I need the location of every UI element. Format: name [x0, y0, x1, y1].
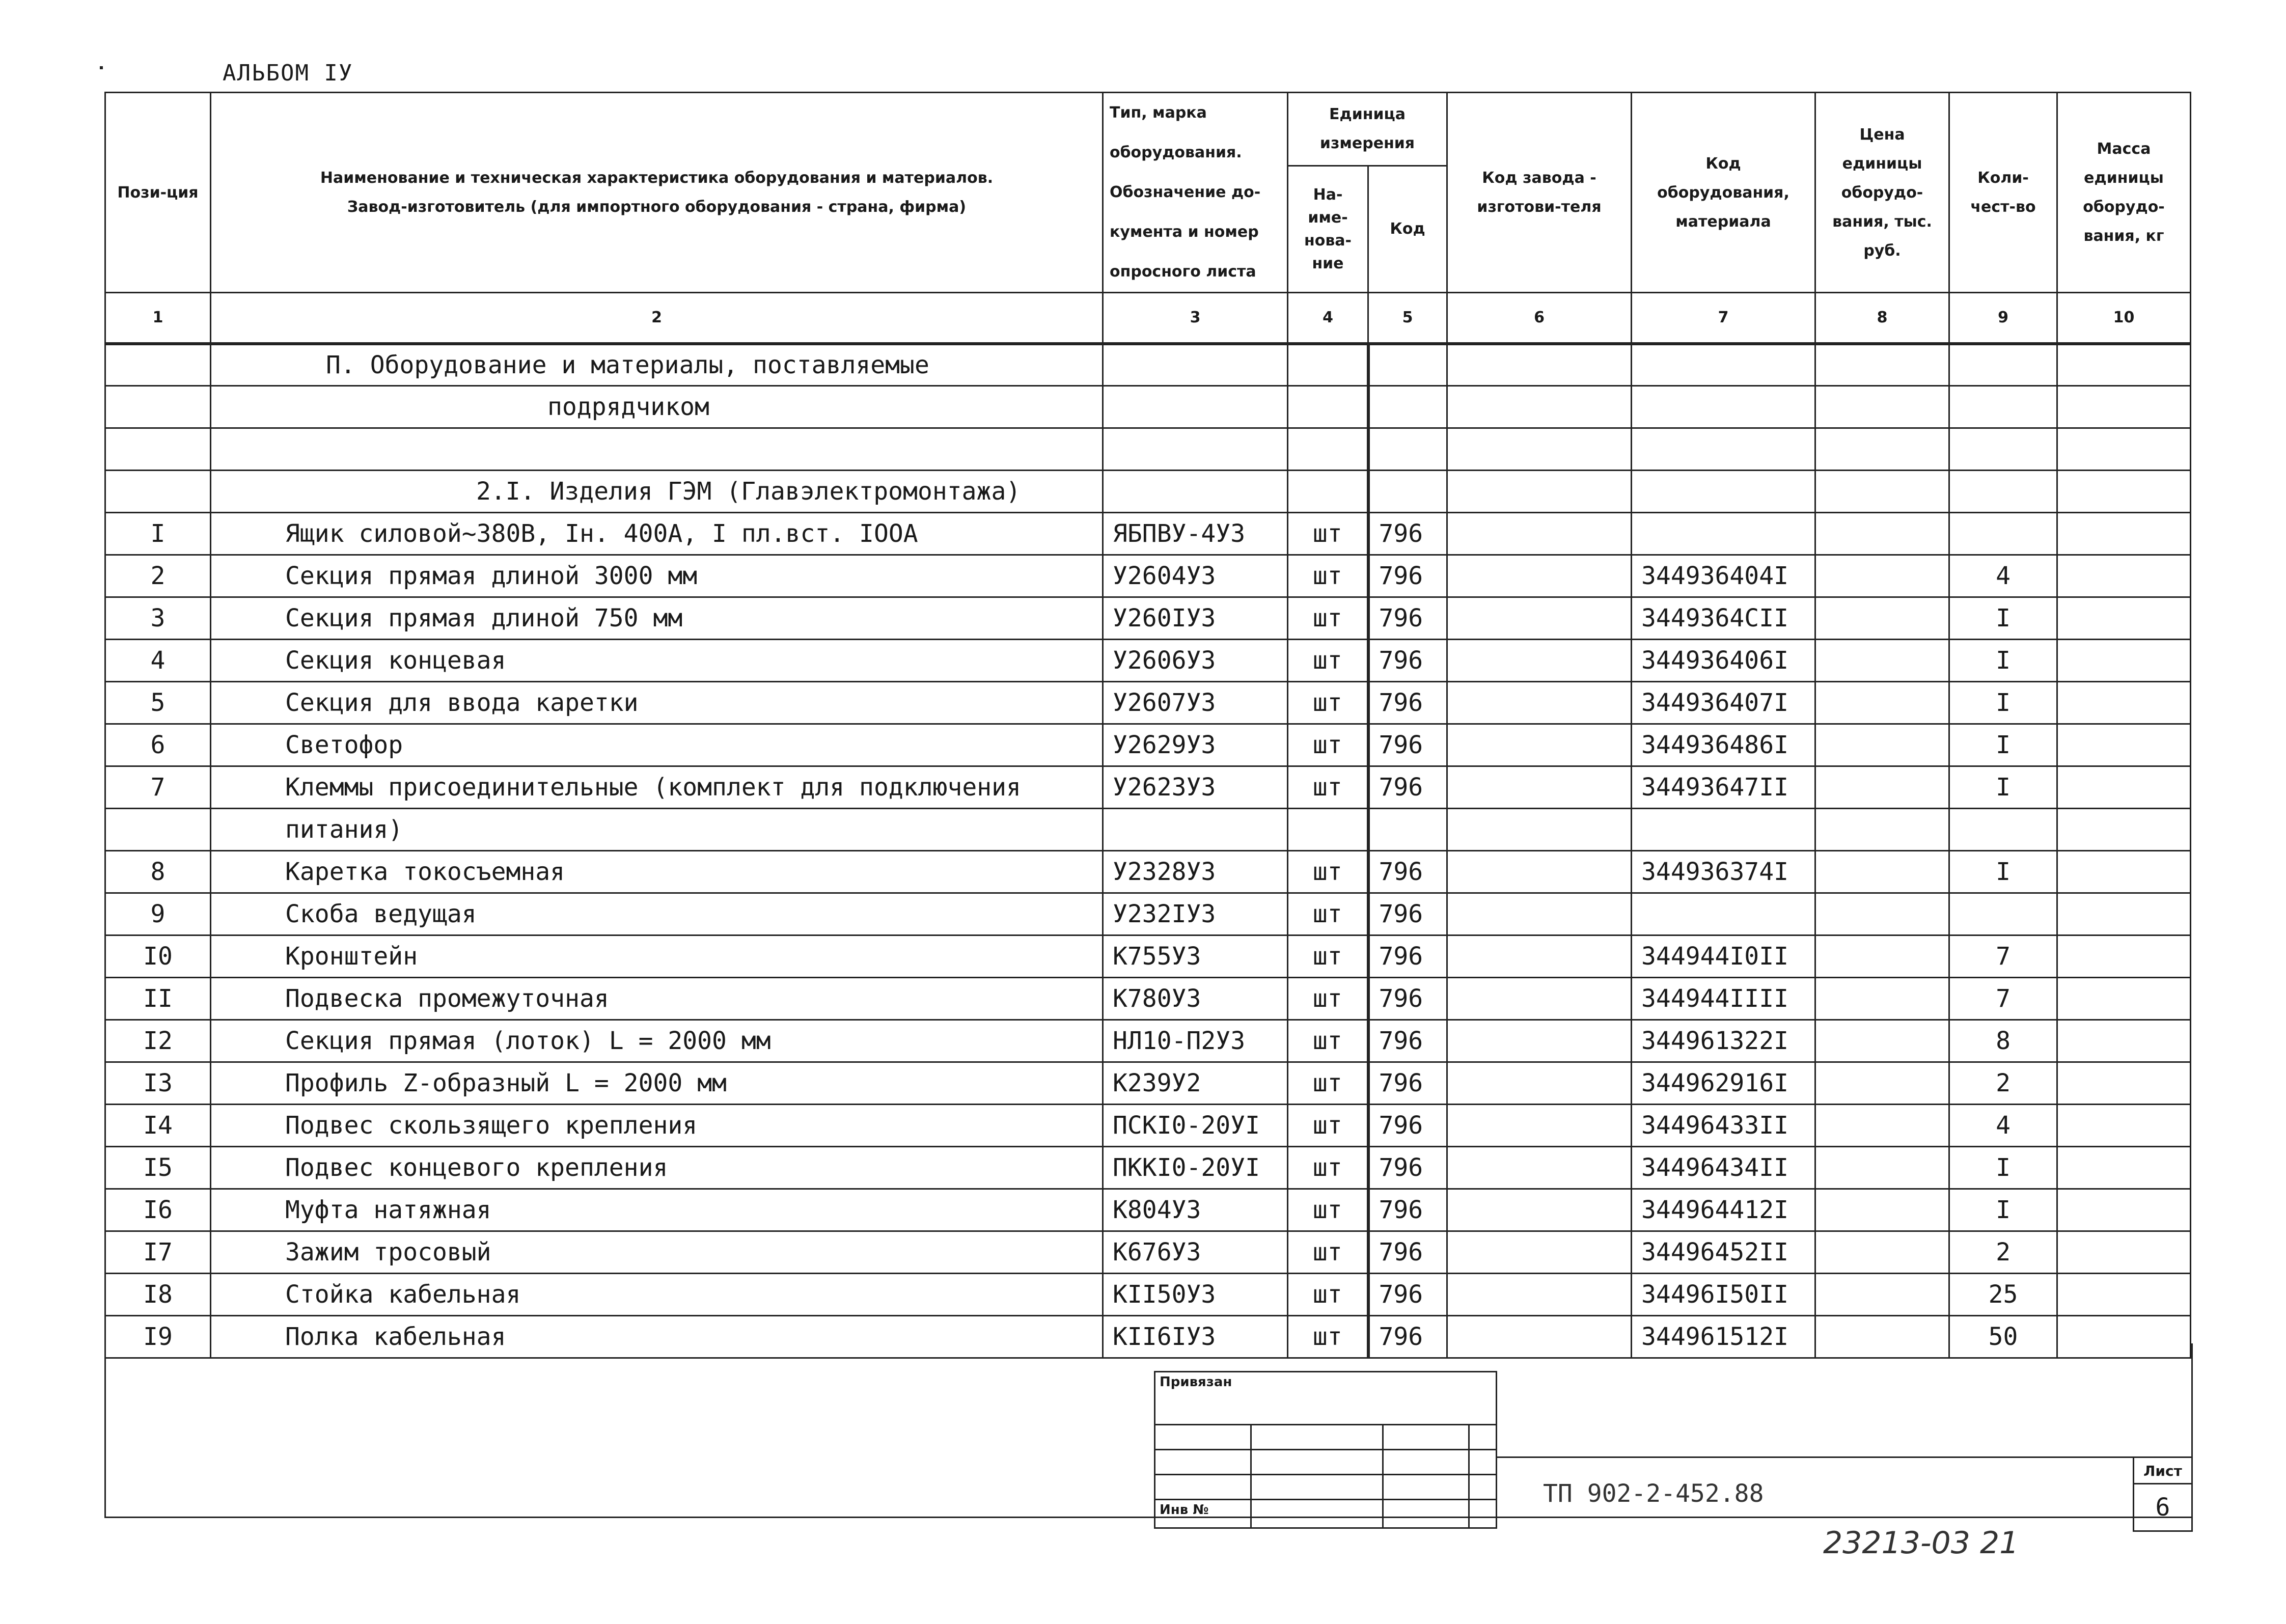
table-row: [105, 555, 2191, 597]
row-unit-code: 796: [1368, 513, 1447, 555]
row-price: [1815, 1231, 1949, 1274]
sheet-label: Лист: [2133, 1456, 2193, 1484]
row-mass: [2057, 597, 2191, 640]
row-mass: [2057, 1062, 2191, 1105]
row-type: КII6IУЗ: [1103, 1316, 1288, 1358]
row-name: Подвеска промежуточная: [211, 978, 1103, 1020]
colnum-8: 8: [1815, 293, 1949, 344]
row-price: [1815, 724, 1949, 766]
header-equipment-code: Код оборудования, материала: [1632, 93, 1815, 293]
row-unit-name: шт: [1288, 893, 1368, 935]
row-quantity: 2: [1949, 1231, 2057, 1274]
row-factory-code: [1447, 851, 1632, 893]
row-unit-code: 796: [1368, 682, 1447, 724]
row-unit-name: шт: [1288, 1274, 1368, 1316]
row-unit-code: 796: [1368, 1316, 1447, 1358]
row-unit-name: шт: [1288, 1316, 1368, 1358]
row-factory-code: [1447, 1020, 1632, 1062]
row-position: 4: [105, 640, 211, 682]
row-mass: [2057, 1274, 2191, 1316]
row-quantity: I: [1949, 766, 2057, 809]
row-factory-code: [1447, 555, 1632, 597]
row-quantity: 4: [1949, 1105, 2057, 1147]
row-price: [1815, 1189, 1949, 1231]
row-type: У2623УЗ: [1103, 766, 1288, 809]
row-position: 8: [105, 851, 211, 893]
table-row: [105, 682, 2191, 724]
row-type: ЯБПВУ-4УЗ: [1103, 513, 1288, 555]
row-unit-code: 796: [1368, 978, 1447, 1020]
header-factory-code: Код завода - изготови-теля: [1447, 93, 1632, 293]
row-unit-name: шт: [1288, 978, 1368, 1020]
row-unit-name: шт: [1288, 640, 1368, 682]
row-factory-code: [1447, 1147, 1632, 1189]
row-factory-code: [1447, 766, 1632, 809]
row-position: I8: [105, 1274, 211, 1316]
row-type: К239У2: [1103, 1062, 1288, 1105]
row-price: [1815, 513, 1949, 555]
row-mass: [2057, 1231, 2191, 1274]
row-name: Профиль Z-образный L = 2000 мм: [211, 1062, 1103, 1105]
section-title-cont: подрядчиком: [211, 386, 1103, 428]
row-mass: [2057, 640, 2191, 682]
table-row: [105, 1105, 2191, 1147]
title-stamp: [1154, 1371, 1497, 1529]
row-name: Каретка токосъемная: [211, 851, 1103, 893]
row-factory-code: [1447, 1062, 1632, 1105]
row-factory-code: [1447, 978, 1632, 1020]
stamp-inv: Инв №: [1155, 1500, 1251, 1528]
row-type: К676УЗ: [1103, 1231, 1288, 1274]
table-row: [105, 1147, 2191, 1189]
row-unit-name: [1288, 809, 1368, 851]
document-number: ТП 902-2-452.88: [1543, 1479, 1764, 1508]
row-unit-code: 796: [1368, 597, 1447, 640]
row-position: 9: [105, 893, 211, 935]
row-price: [1815, 682, 1949, 724]
row-unit-name: шт: [1288, 682, 1368, 724]
row-type: У232IУЗ: [1103, 893, 1288, 935]
row-price: [1815, 555, 1949, 597]
row-type: КII50УЗ: [1103, 1274, 1288, 1316]
row-factory-code: [1447, 809, 1632, 851]
row-position: I: [105, 513, 211, 555]
row-equipment-code: 34493647II: [1632, 766, 1815, 809]
row-equipment-code: 344936406I: [1632, 640, 1815, 682]
header-name-line1: Наименование и техническая характеристика оборудования и материалов.: [320, 169, 994, 187]
row-price: [1815, 935, 1949, 978]
header-row: [105, 93, 2191, 166]
row-price: [1815, 766, 1949, 809]
row-quantity: 2: [1949, 1062, 2057, 1105]
row-price: [1815, 640, 1949, 682]
row-mass: [2057, 724, 2191, 766]
row-equipment-code: 344944IIII: [1632, 978, 1815, 1020]
row-unit-code: 796: [1368, 1020, 1447, 1062]
row-factory-code: [1447, 935, 1632, 978]
row-position: 7: [105, 766, 211, 809]
row-factory-code: [1447, 1189, 1632, 1231]
row-unit-code: 796: [1368, 1274, 1447, 1316]
row-name: Подвес концевого крепления: [211, 1147, 1103, 1189]
row-unit-code: 796: [1368, 766, 1447, 809]
row-position: I5: [105, 1147, 211, 1189]
row-name: Полка кабельная: [211, 1316, 1103, 1358]
row-unit-name: шт: [1288, 1189, 1368, 1231]
row-quantity: I: [1949, 597, 2057, 640]
colnum-9: 9: [1949, 293, 2057, 344]
row-quantity: 4: [1949, 555, 2057, 597]
row-equipment-code: 344964412I: [1632, 1189, 1815, 1231]
row-quantity: I: [1949, 682, 2057, 724]
row-price: [1815, 978, 1949, 1020]
row-unit-code: 796: [1368, 851, 1447, 893]
row-price: [1815, 1105, 1949, 1147]
row-price: [1815, 809, 1949, 851]
table-row: [105, 809, 2191, 851]
row-equipment-code: 344936404I: [1632, 555, 1815, 597]
colnum-2: 2: [211, 293, 1103, 344]
row-unit-name: шт: [1288, 724, 1368, 766]
row-unit-name: шт: [1288, 1147, 1368, 1189]
row-unit-code: 796: [1368, 1231, 1447, 1274]
row-position: [105, 809, 211, 851]
row-unit-name: шт: [1288, 851, 1368, 893]
row-type: У2606УЗ: [1103, 640, 1288, 682]
row-price: [1815, 1147, 1949, 1189]
row-type: К804УЗ: [1103, 1189, 1288, 1231]
row-position: 2: [105, 555, 211, 597]
row-unit-code: 796: [1368, 893, 1447, 935]
row-equipment-code: [1632, 893, 1815, 935]
row-equipment-code: [1632, 809, 1815, 851]
sheet-number: 6: [2133, 1483, 2193, 1532]
row-position: I7: [105, 1231, 211, 1274]
row-position: I0: [105, 935, 211, 978]
row-name: Секция для ввода каретки: [211, 682, 1103, 724]
colnum-10: 10: [2057, 293, 2191, 344]
row-unit-name: шт: [1288, 766, 1368, 809]
table-row: [105, 935, 2191, 978]
row-quantity: 7: [1949, 978, 2057, 1020]
subsection-row: [105, 471, 2191, 513]
handwritten-note: 23213-03 21: [1823, 1525, 2019, 1561]
row-position: 3: [105, 597, 211, 640]
row-position: 6: [105, 724, 211, 766]
row-quantity: 25: [1949, 1274, 2057, 1316]
table-row: [105, 513, 2191, 555]
row-mass: [2057, 1020, 2191, 1062]
row-equipment-code: 34496452II: [1632, 1231, 1815, 1274]
row-name: Муфта натяжная: [211, 1189, 1103, 1231]
row-unit-code: 796: [1368, 1105, 1447, 1147]
table-row: [105, 766, 2191, 809]
row-mass: [2057, 809, 2191, 851]
table-row: [105, 640, 2191, 682]
colnum-6: 6: [1447, 293, 1632, 344]
row-equipment-code: 34496433II: [1632, 1105, 1815, 1147]
row-type: У2629УЗ: [1103, 724, 1288, 766]
header-type: Тип, марка оборудования. Обозначение до-кумента и номер опросного листа: [1103, 93, 1288, 293]
table-row: [105, 1020, 2191, 1062]
row-position: I6: [105, 1189, 211, 1231]
blank-row: [105, 428, 2191, 471]
row-quantity: [1949, 513, 2057, 555]
row-name: Клеммы присоединительные (комплект для подключения: [211, 766, 1103, 809]
row-mass: [2057, 555, 2191, 597]
album-label: АЛЬБОМ IУ: [223, 60, 353, 86]
row-unit-code: 796: [1368, 1062, 1447, 1105]
stamp-privyazan: Привязан: [1155, 1372, 1497, 1425]
table-row: [105, 851, 2191, 893]
row-equipment-code: [1632, 513, 1815, 555]
row-equipment-code: 344944I0II: [1632, 935, 1815, 978]
row-equipment-code: 3449364CII: [1632, 597, 1815, 640]
row-type: [1103, 809, 1288, 851]
row-price: [1815, 1274, 1949, 1316]
row-unit-code: 796: [1368, 1147, 1447, 1189]
row-position: I3: [105, 1062, 211, 1105]
row-equipment-code: 344936486I: [1632, 724, 1815, 766]
row-equipment-code: 34496I50II: [1632, 1274, 1815, 1316]
row-name: Ящик силовой~380В, Iн. 400А, I пл.вст. IOOA: [211, 513, 1103, 555]
row-price: [1815, 1020, 1949, 1062]
row-factory-code: [1447, 640, 1632, 682]
row-unit-name: шт: [1288, 597, 1368, 640]
row-name: Секция прямая длиной 3000 мм: [211, 555, 1103, 597]
row-factory-code: [1447, 1231, 1632, 1274]
row-type: К780УЗ: [1103, 978, 1288, 1020]
header-unit-code: Код: [1368, 166, 1447, 292]
colnum-4: 4: [1288, 293, 1368, 344]
column-number-row: [105, 293, 2191, 344]
row-name: Секция концевая: [211, 640, 1103, 682]
row-type: У2604УЗ: [1103, 555, 1288, 597]
row-quantity: [1949, 893, 2057, 935]
row-name: Подвес скользящего крепления: [211, 1105, 1103, 1147]
colnum-5: 5: [1368, 293, 1447, 344]
row-name: Скоба ведущая: [211, 893, 1103, 935]
row-position: II: [105, 978, 211, 1020]
scan-speck: [100, 66, 103, 69]
row-name: Секция прямая (лоток) L = 2000 мм: [211, 1020, 1103, 1062]
row-unit-code: 796: [1368, 724, 1447, 766]
row-price: [1815, 893, 1949, 935]
row-mass: [2057, 682, 2191, 724]
row-unit-name: шт: [1288, 1231, 1368, 1274]
row-quantity: I: [1949, 724, 2057, 766]
row-unit-code: 796: [1368, 1189, 1447, 1231]
row-mass: [2057, 893, 2191, 935]
row-price: [1815, 597, 1949, 640]
row-equipment-code: 344962916I: [1632, 1062, 1815, 1105]
colnum-3: 3: [1103, 293, 1288, 344]
row-type: У2607УЗ: [1103, 682, 1288, 724]
row-factory-code: [1447, 1274, 1632, 1316]
row-position: I9: [105, 1316, 211, 1358]
header-name-line2: Завод-изготовитель (для импортного оборудования - страна, фирма): [347, 198, 967, 216]
row-mass: [2057, 978, 2191, 1020]
table-row: [105, 893, 2191, 935]
subsection-title: 2.I. Изделия ГЭМ (Главэлектромонтажа): [211, 471, 1103, 513]
row-unit-name: шт: [1288, 935, 1368, 978]
row-type: ПККI0-20УI: [1103, 1147, 1288, 1189]
table-row: [105, 597, 2191, 640]
row-type: НЛ10-П2УЗ: [1103, 1020, 1288, 1062]
row-mass: [2057, 935, 2191, 978]
row-unit-name: шт: [1288, 1105, 1368, 1147]
row-equipment-code: 344936407I: [1632, 682, 1815, 724]
table-row: [105, 1062, 2191, 1105]
row-equipment-code: 344936374I: [1632, 851, 1815, 893]
table-row: [105, 724, 2191, 766]
table-row: [105, 1274, 2191, 1316]
row-unit-code: 796: [1368, 555, 1447, 597]
row-type: ПСКI0-20УI: [1103, 1105, 1288, 1147]
row-unit-code: [1368, 809, 1447, 851]
row-equipment-code: 34496434II: [1632, 1147, 1815, 1189]
row-position: I4: [105, 1105, 211, 1147]
row-quantity: I: [1949, 640, 2057, 682]
row-name: Стойка кабельная: [211, 1274, 1103, 1316]
row-unit-code: 796: [1368, 640, 1447, 682]
row-unit-name: шт: [1288, 1062, 1368, 1105]
row-type: У2328УЗ: [1103, 851, 1288, 893]
row-quantity: I: [1949, 851, 2057, 893]
header-name: [211, 93, 1103, 293]
section-row-1: [105, 344, 2191, 386]
row-price: [1815, 851, 1949, 893]
header-unit-name: На-име-нова-ние: [1288, 166, 1368, 292]
row-factory-code: [1447, 893, 1632, 935]
row-name: Кронштейн: [211, 935, 1103, 978]
row-position: 5: [105, 682, 211, 724]
row-name: Секция прямая длиной 750 мм: [211, 597, 1103, 640]
row-mass: [2057, 1105, 2191, 1147]
row-unit-name: шт: [1288, 555, 1368, 597]
row-unit-name: шт: [1288, 1020, 1368, 1062]
row-type: К755УЗ: [1103, 935, 1288, 978]
row-mass: [2057, 513, 2191, 555]
row-position: I2: [105, 1020, 211, 1062]
row-unit-code: 796: [1368, 935, 1447, 978]
row-mass: [2057, 1147, 2191, 1189]
header-price: Цена единицы оборудо-вания, тыс. руб.: [1815, 93, 1949, 293]
row-factory-code: [1447, 682, 1632, 724]
table-row: [105, 1231, 2191, 1274]
colnum-7: 7: [1632, 293, 1815, 344]
header-unit-group: Единица измерения: [1288, 93, 1447, 166]
header-quantity: Коли-чест-во: [1949, 93, 2057, 293]
header-position: Пози-ция: [105, 93, 211, 293]
colnum-1: 1: [105, 293, 211, 344]
row-name: питания): [211, 809, 1103, 851]
row-equipment-code: 344961512I: [1632, 1316, 1815, 1358]
row-price: [1815, 1062, 1949, 1105]
header-mass: Масса единицы оборудо-вания, кг: [2057, 93, 2191, 293]
row-mass: [2057, 1189, 2191, 1231]
table-row: [105, 1189, 2191, 1231]
row-mass: [2057, 851, 2191, 893]
row-name: Зажим тросовый: [211, 1231, 1103, 1274]
row-quantity: [1949, 809, 2057, 851]
specification-table: [104, 92, 2191, 1359]
row-factory-code: [1447, 597, 1632, 640]
row-quantity: 7: [1949, 935, 2057, 978]
row-quantity: I: [1949, 1189, 2057, 1231]
row-name: Светофор: [211, 724, 1103, 766]
row-quantity: 50: [1949, 1316, 2057, 1358]
row-type: У260IУЗ: [1103, 597, 1288, 640]
section-title: П. Оборудование и материалы, поставляемые: [211, 344, 1103, 386]
row-quantity: I: [1949, 1147, 2057, 1189]
row-factory-code: [1447, 724, 1632, 766]
row-equipment-code: 344961322I: [1632, 1020, 1815, 1062]
section-row-2: [105, 386, 2191, 428]
row-factory-code: [1447, 513, 1632, 555]
table-row: [105, 978, 2191, 1020]
row-unit-name: шт: [1288, 513, 1368, 555]
row-mass: [2057, 766, 2191, 809]
row-quantity: 8: [1949, 1020, 2057, 1062]
row-factory-code: [1447, 1105, 1632, 1147]
